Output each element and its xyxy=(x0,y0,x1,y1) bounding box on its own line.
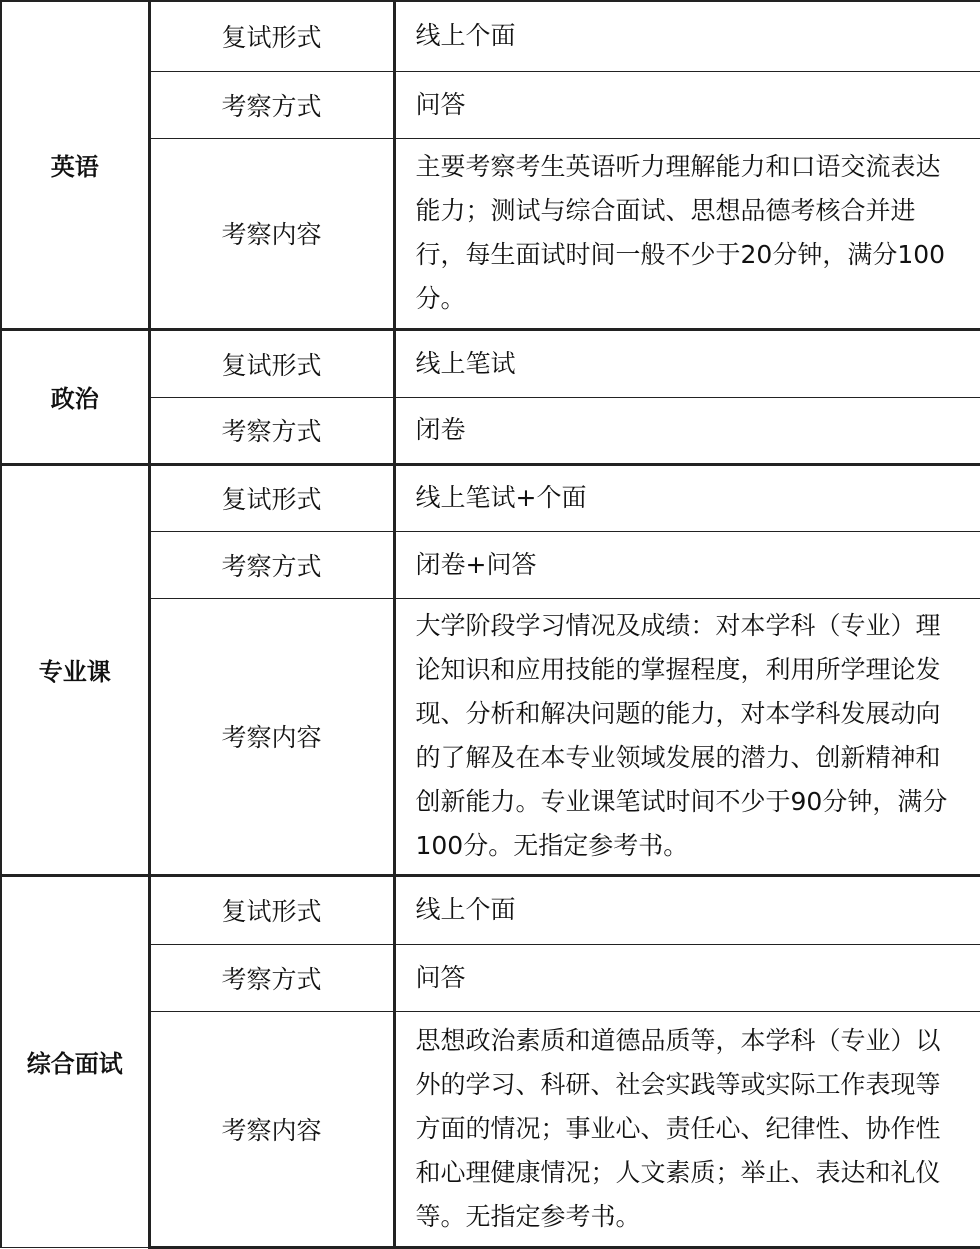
value-cell: 线上个面 xyxy=(394,875,980,944)
item-cell: 复试形式 xyxy=(149,464,394,531)
value-cell: 大学阶段学习情况及成绩：对本学科（专业）理论知识和应用技能的掌握程度，利用所学理论发现、分析和解决问题的能力，对本学科发展动向的了解及在本专业领域发展的潜力、创新精神和创新能力。专业课笔试时间不少于90分钟，满分100分。无指定参考书。 xyxy=(394,598,980,875)
item-cell: 考察内容 xyxy=(149,598,394,875)
value-cell: 问答 xyxy=(394,71,980,138)
item-cell: 复试形式 xyxy=(149,1,394,71)
value-cell: 线上个面 xyxy=(394,1,980,71)
value-cell: 闭卷 xyxy=(394,397,980,464)
subject-cell-major-course: 专业课 xyxy=(1,464,149,875)
table-row xyxy=(1,329,980,397)
value-cell: 主要考察考生英语听力理解能力和口语交流表达能力；测试与综合面试、思想品德考核合并进行，每生面试时间一般不少于20分钟，满分100分。 xyxy=(394,138,980,329)
table-row xyxy=(1,464,980,531)
item-cell: 考察内容 xyxy=(149,138,394,329)
item-cell: 复试形式 xyxy=(149,875,394,944)
value-cell: 问答 xyxy=(394,944,980,1011)
value-cell: 闭卷+问答 xyxy=(394,531,980,598)
subject-cell-comprehensive-interview: 综合面试 xyxy=(1,875,149,1247)
subject-cell-english: 英语 xyxy=(1,1,149,329)
item-cell: 考察方式 xyxy=(149,71,394,138)
value-cell: 线上笔试 xyxy=(394,329,980,397)
subject-cell-politics: 政治 xyxy=(1,329,149,464)
item-cell: 考察方式 xyxy=(149,944,394,1011)
item-cell: 考察内容 xyxy=(149,1011,394,1247)
value-cell: 思想政治素质和道德品质等，本学科（专业）以外的学习、科研、社会实践等或实际工作表现等方面的情况；事业心、责任心、纪律性、协作性和心理健康情况；人文素质；举止、表达和礼仪等。无指定参考书。 xyxy=(394,1011,980,1247)
table-row xyxy=(1,875,980,944)
item-cell: 考察方式 xyxy=(149,397,394,464)
item-cell: 复试形式 xyxy=(149,329,394,397)
value-cell: 线上笔试+个面 xyxy=(394,464,980,531)
table-row xyxy=(1,1,980,71)
item-cell: 考察方式 xyxy=(149,531,394,598)
